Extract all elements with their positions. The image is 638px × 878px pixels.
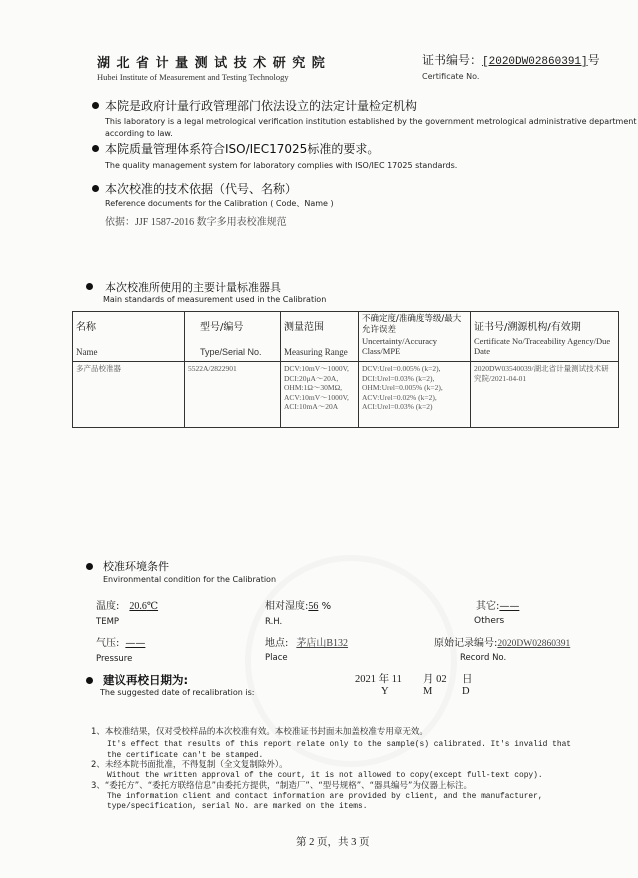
reference-value: 依据：JJF 1587-2016 数字多用表校准规范 [105,217,287,228]
institute-name: 湖 北 省 计 量 测 试 技 术 研 究 院 [97,56,326,71]
temp-row: 温度: 20.6℃ [96,601,159,612]
rh-row: 相对湿度:56 % [265,601,332,612]
recalibration-title: 建议再校日期为: [103,673,189,687]
statement-iso-en: The quality management system for laboratory complies with ISO/IEC 17025 standards. [105,161,458,170]
other-value: —— [499,601,520,612]
standards-title-en: Main standards of measurement used in the Calibration [103,295,327,304]
bullet-icon [92,185,99,192]
header-certificate: 证书号/溯源机构/有效期 Certificate No/Traceability Agency/Due Date [471,312,619,362]
footnote-3-en-2: type/specification, serial No. are marked on the items. [107,802,368,811]
pressure-row: 气压: —— [96,638,146,649]
recalibration-title-en: The suggested date of recalibration is: [100,688,255,697]
recal-month: 月 02 [423,674,447,685]
environment-title: 校准环境条件 [103,560,169,573]
page-number: 第 2 页，共 3 页 [296,837,370,848]
rh-en: R.H. [265,617,283,627]
cert-label: 证书编号： [422,53,483,67]
rh-value: 56 [308,601,319,612]
reference-title-en: Reference documents for the Calibration ( Code、Name ) [105,199,334,208]
recal-y: Y [381,686,389,697]
standards-title: 本次校准所使用的主要计量标准器具 [105,281,281,294]
header-uncertainty: 不确定度/准确度等级/最大允许误差 Uncertainty/Accuracy Class/MPE [359,312,471,362]
header-name: 名称 Name [73,312,185,362]
other-row: 其它:—— [476,601,520,612]
cell-serial: 5522A/2822901 [185,362,281,428]
cell-range: DCV:10mV～1000V, DCI:20μA～20A, OHM:1Ω～30MΩ, ACV:10mV～1000V, ACI:10mA～20A [281,362,359,428]
reference-title: 本次校准的技术依据（代号、名称） [105,182,298,196]
standards-table [72,311,619,428]
certificate-number [422,51,600,68]
statement-iso: 本院质量管理体系符合ISO/IEC17025标准的要求。 [105,142,380,156]
bullet-icon [92,102,99,109]
other-en: Others [474,616,505,626]
footnote-2: 2、未经本院书面批准，不得复制（全文复制除外）。 [91,760,288,770]
temp-en: TEMP [96,617,120,627]
footnote-1-en-1: It's effect that results of this report relate only to the sample(s) calibrated. It's invalid that [107,740,572,749]
place-row: 地点: 茅店山B132 [265,638,349,649]
table-row [73,362,619,428]
cert-number-value: [2020DW02860391] [482,56,588,68]
recal-m: M [423,686,433,697]
table-header-row [73,312,619,362]
statement-legal-en-1: This laboratory is a legal metrological verification institution established by the government metrological administrative department [105,117,637,126]
recal-year: 2021 年 11 [355,674,402,685]
footnote-1-en-2: the certificate can't be stamped. [107,751,264,760]
environment-title-en: Environmental condition for the Calibration [103,575,277,584]
recal-d: D [462,686,470,697]
institute-name-en: Hubei Institute of Measurement and Testing Technology [97,72,289,82]
statement-legal-en-2: according to law. [105,129,173,138]
temp-value: 20.6℃ [129,601,159,612]
record-en: Record No. [460,653,507,663]
bullet-icon [86,563,93,570]
record-row: 原始记录编号:2020DW02860391 [434,638,571,649]
statement-legal: 本院是政府计量行政管理部门依法设立的法定计量检定机构 [105,99,418,113]
header-type: 型号/编号 Type/Serial No. [185,312,281,362]
cert-label-en: Certificate No. [422,72,480,81]
bullet-icon [92,145,99,152]
cell-name: 多产品校准器 [73,362,185,428]
pressure-value: —— [125,638,146,649]
footnote-3-en-1: The information client and contact information are provided by client, and the manufacturer, [107,792,543,801]
record-value: 2020DW02860391 [497,639,571,649]
cert-suffix: 号 [587,53,600,67]
bullet-icon [86,283,93,290]
footnote-1: 1、本校准结果，仅对受校样品的本次校准有效。本校准证书封面未加盖校准专用章无效。 [91,727,428,737]
place-en: Place [265,653,288,663]
footnote-2-en: Without the written approval of the court, it is not allowed to copy(except full-text copy). [107,771,543,780]
cell-uncertainty: DCV:Urel=0.005% (k=2), DCI:Urel=0.03% (k=2), OHM:Urel=0.005% (k=2), ACV:Urel=0.02% (k=2), ACI:Urel=0.03% (k=2) [359,362,471,428]
recal-day: 日 [462,674,473,685]
bullet-icon [86,677,93,684]
header-range: 测量范围 Measuring Range [281,312,359,362]
cell-certificate: 2020DW03540039/湖北省计量测试技术研究院/2021-04-01 [471,362,619,428]
place-value: 茅店山B132 [296,638,349,649]
footnote-3: 3、“委托方”、“委托方联络信息”由委托方提供，“制造厂”、“型号规格”、“器具编号”为仪器上标注。 [91,781,472,791]
pressure-en: Pressure [96,654,133,664]
